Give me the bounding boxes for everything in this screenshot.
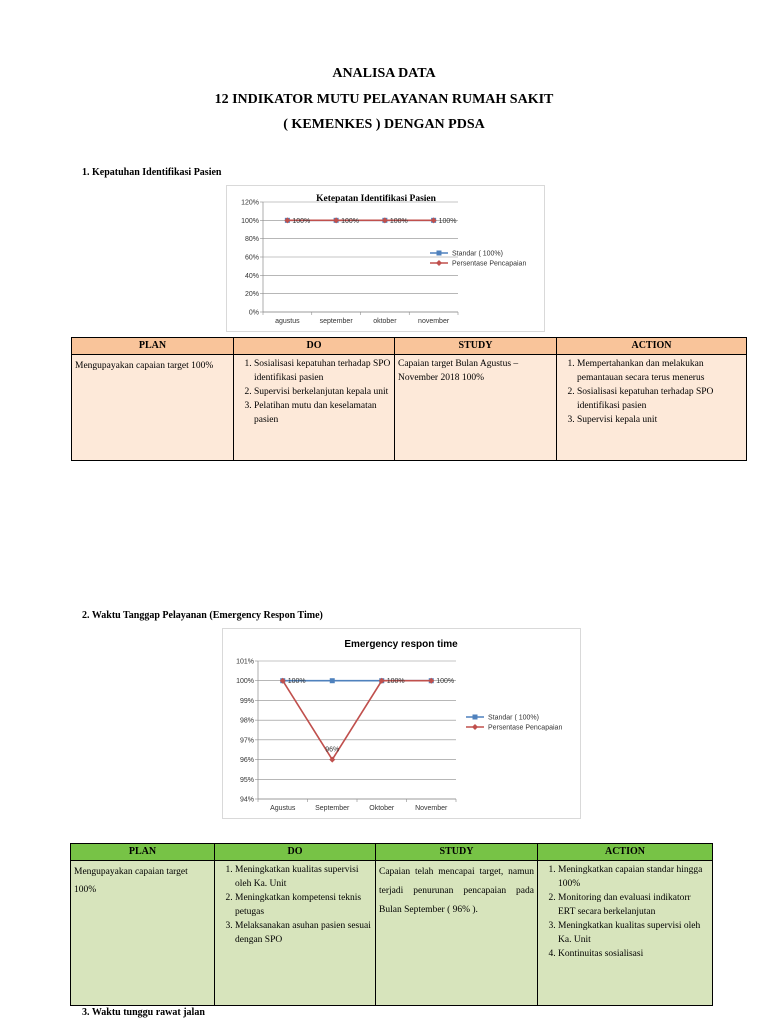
legend-marker [436, 260, 442, 266]
table-header-row [72, 338, 747, 355]
y-tick-label: 20% [244, 291, 259, 299]
study-cell: Capaian telah mencapai target, namun terjadi penurunan pencapaian pada Bulan September ( 96% ). [376, 861, 538, 1006]
data-label: 100% [341, 217, 360, 225]
doc-title-line1: ANALISA DATA [332, 66, 436, 81]
legend-marker [473, 715, 478, 720]
data-label: 100% [287, 678, 306, 686]
y-tick-label: 100% [241, 217, 259, 225]
list-item: 3. Melaksanakan asuhan pasien sesuai dengan SPO [235, 919, 372, 947]
list-item: 3. Pelatihan mutu dan keselamatan pasien [254, 399, 391, 427]
y-tick-label: 98% [239, 717, 254, 725]
y-tick-label: 101% [236, 658, 254, 666]
list-item: 2. Meningkatkan kompetensi teknis petugas [235, 891, 372, 919]
chart2-frame [222, 628, 581, 819]
do-cell [215, 861, 376, 1006]
y-tick-label: 100% [236, 678, 254, 686]
header-plan: PLAN [72, 338, 234, 355]
header-action: ACTION [538, 844, 713, 861]
list-item: 1. Sosialisasi kepatuhan terhadap SPO identifikasi pasien [254, 357, 391, 385]
data-label: 100% [386, 678, 405, 686]
data-label: 100% [438, 217, 457, 225]
table-row [71, 861, 713, 1006]
section2-heading: 2. Waktu Tanggap Pelayanan (Emergency Respon Time) [82, 610, 323, 621]
legend-marker [472, 724, 478, 730]
list-item: 1. Meningkatkan kualitas supervisi oleh Ka. Unit [235, 863, 372, 891]
y-tick-label: 99% [239, 697, 254, 705]
chart1-title: Ketepatan Identifikasi Pasien [316, 194, 436, 204]
list-item: 2. Sosialisasi kepatuhan terhadap SPO identifikasi pasien [577, 385, 743, 413]
y-tick-label: 94% [239, 796, 254, 804]
header-do: DO [215, 844, 376, 861]
doc-title-line3: ( KEMENKES ) DENGAN PDSA [283, 117, 485, 132]
legend-label: Standar ( 100%) [452, 250, 503, 258]
y-tick-label: 80% [244, 236, 259, 244]
x-tick-label: agustus [275, 318, 300, 325]
data-label: 100% [436, 678, 455, 686]
chart1-svg [227, 186, 544, 331]
section3-heading: 3. Waktu tunggu rawat jalan [82, 1007, 205, 1018]
list-item: 4. Kontinuitas sosialisasi [558, 947, 709, 961]
legend-marker [437, 251, 442, 256]
section1-pdsa-table [71, 337, 747, 461]
do-cell [234, 355, 395, 461]
section1-heading: 1. Kepatuhan Identifikasi Pasien [82, 167, 222, 178]
data-label: 96% [325, 746, 340, 754]
y-tick-label: 96% [239, 757, 254, 765]
x-tick-label: november [418, 318, 450, 325]
list-item: 2. Supervisi berkelanjutan kepala unit [254, 385, 391, 399]
list-item: 3. Meningkatkan kualitas supervisi oleh Ka. Unit [558, 919, 709, 947]
legend-label: Persentase Pencapaian [452, 260, 527, 268]
table-header-row [71, 844, 713, 861]
legend-label: Standar ( 100%) [488, 714, 539, 722]
list-item: 1. Meningkatkan capaian standar hingga 100% [558, 863, 709, 891]
study-cell: Capaian target Bulan Agustus – November 2018 100% [395, 355, 557, 461]
action-cell [557, 355, 747, 461]
y-tick-label: 95% [239, 776, 254, 784]
chart2-svg [223, 629, 580, 818]
data-label: 100% [389, 217, 408, 225]
legend-label: Persentase Pencapaian [488, 724, 563, 732]
action-cell [538, 861, 713, 1006]
y-tick-label: 97% [239, 737, 254, 745]
x-tick-label: september [319, 318, 353, 325]
list-item: 1. Mempertahankan dan melakukan pemantauan secara terus menerus [577, 357, 743, 385]
header-plan: PLAN [71, 844, 215, 861]
data-point [330, 678, 335, 683]
y-tick-label: 60% [244, 254, 259, 262]
x-tick-label: Oktober [369, 805, 395, 812]
header-study: STUDY [376, 844, 538, 861]
y-tick-label: 120% [241, 199, 259, 207]
y-tick-label: 40% [244, 272, 259, 280]
x-tick-label: November [415, 805, 448, 812]
header-action: ACTION [557, 338, 747, 355]
y-tick-label: 0% [248, 309, 259, 317]
header-do: DO [234, 338, 395, 355]
list-item: 2. Monitoring dan evaluasi indikatorr ERT secara berkelanjutan [558, 891, 709, 919]
data-label: 100% [292, 217, 311, 225]
doc-title-line2: 12 INDIKATOR MUTU PELAYANAN RUMAH SAKIT [214, 92, 554, 107]
x-tick-label: September [315, 805, 350, 812]
chart1-frame [226, 185, 545, 332]
plan-cell: Mengupayakan capaian target 100% [72, 355, 234, 461]
x-tick-label: oktober [373, 318, 397, 325]
chart2-title: Emergency respon time [344, 639, 458, 650]
table-row [72, 355, 747, 461]
x-tick-label: Agustus [270, 805, 296, 812]
list-item: 3. Supervisi kepala unit [577, 413, 743, 427]
plan-cell: Mengupayakan capaian target 100% [71, 861, 215, 1006]
header-study: STUDY [395, 338, 557, 355]
section2-pdsa-table [70, 843, 713, 1006]
